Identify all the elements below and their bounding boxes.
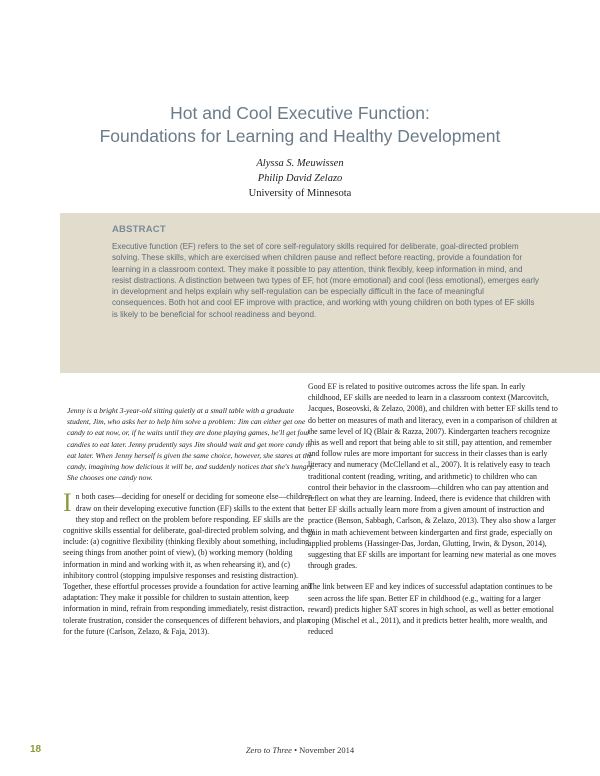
right-paragraph-1: Good EF is related to positive outcomes across the life span. In early childhood, EF skills are needed to learn in a classroom context (Marcovitch, Jacques, Boseovski, & Zelazo, 2008), and children with better EF skills tend to do better on measures of math and literacy, even in a comparison of children at the same level of IQ (Blair & Razza, 2007). Kindergarten teachers recognize this as well and report that being able to sit still, pay attention, and remember and follow rules are more important for success in their classes than is early literacy and numeracy (McClelland et al., 2007). It is relatively easy to teach traditional content (reading, writing, and arithmetic) to children who can control their behavior in the classroom—children who can pay attention and reflect on what they are learning. Indeed, there is evidence that children with better EF skills actually learn more from a given amount of instruction and practice (Benson, Sabbagh, Carlson, & Zelazo, 2013). They also show a larger gain in math achievement between kindergarten and first grade, especially on applied problems (Hassinger-Das, Jordan, Glutting, Irwin, & Dyson, 2014), suggesting that EF skills are important for learning new material as one moves through grades. (308, 382, 558, 571)
title-block (0, 102, 600, 201)
right-paragraph-2: The link between EF and key indices of successful adaptation continues to be seen across the life span. Better EF in childhood (e.g., waiting for a larger reward) predicts higher SAT scores in high school, as well as better emotional coping (Mischel et al., 2011), and it predicts better health, more wealth, and reduced (308, 582, 554, 637)
article-title (0, 102, 600, 148)
abstract-heading: ABSTRACT (112, 224, 166, 235)
drop-cap: I (63, 488, 72, 518)
abstract-box (60, 213, 600, 373)
journal-name: Zero to Three (245, 745, 292, 755)
issue-date: November 2014 (299, 745, 355, 755)
author-list (0, 156, 600, 201)
intro-paragraph (63, 488, 318, 637)
article-title-line-2: Foundations for Learning and Healthy Development (99, 126, 501, 146)
right-column (308, 381, 560, 647)
left-column (63, 405, 318, 647)
intro-paragraph-text: n both cases—deciding for oneself or deciding for someone else—children draw on their developing executive function (EF) skills to the extent that they stop and reflect on the problem before responding. EF skills are the cognitive skills essential for deliberate, goal-directed problem solving, and they include: (a) cognitive flexibility (thinking flexibly about something, including seeing things from another point of view), (b) working memory (holding information in mind and working with it, as when rehearsing it), and (c) inhibitory control (stopping impulsive responses and resisting distraction). Together, these effortful processes provide a foundation for active learning and adaptation: They make it possible for children to sustain attention, keep information in mind, refrain from responding immediately, resist distraction, tolerate frustration, consider the consequences of different behaviors, and plan for the future (Carlson, Zelazo, & Faja, 2013). (63, 492, 315, 636)
running-footer (0, 745, 600, 755)
author-2: Philip David Zelazo (257, 173, 343, 184)
author-1: Alyssa S. Meuwissen (256, 158, 344, 169)
page-number: 18 (30, 744, 42, 755)
article-title-line-1: Hot and Cool Executive Function: (170, 103, 430, 123)
affiliation: University of Minnesota (248, 188, 352, 199)
footer-separator: • (291, 745, 300, 755)
opening-vignette: Jenny is a bright 3-year-old sitting quietly at a small table with a graduate student, Jim, who asks her to help him solve a problem: Jim can either get one candy to eat now, or, if he waits until they are done playing games, he'll get four candies to eat later. Jenny prudently says Jim should wait and get more candy to eat later. When Jenny herself is given the same choice, however, she stares at the candy, imagining how delicious it will be, and suddenly notices that she's hungry. She chooses one candy now. (67, 406, 315, 483)
abstract-text: Executive function (EF) refers to the set of core self-regulatory skills required for deliberate, goal-directed problem solving. These skills, which are exercised when children pause and reflect before reacting, provide a foundation for learning in a classroom context. They make it possible to pay attention, think flexibly, keep information in mind, and resist distractions. A distinction between two types of EF, hot (more emotional) and cool (less emotional), emerges early in development and helps explain why self-regulation can be especially difficult in the face of meaningful consequences. Both hot and cool EF improve with practice, and working with young children on both types of EF skills is likely to be beneficial for school readiness and beyond. (112, 242, 539, 319)
